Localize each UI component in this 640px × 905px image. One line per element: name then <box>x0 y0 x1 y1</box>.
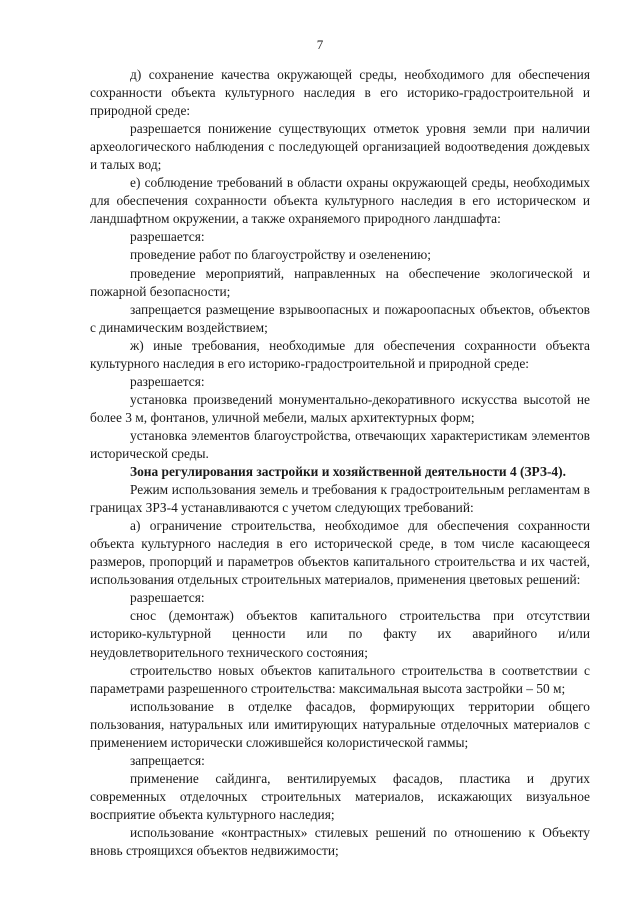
paragraph-list-item: проведение работ по благоустройству и озеленению; <box>130 247 431 263</box>
paragraph-list-item: установка элементов благоустройства, отвечающих характеристикам элементов исторической среды. <box>90 427 590 461</box>
paragraph-list-item: снос (демонтаж) объектов капитального строительства при отсутствии историко-культурной ценности или по факту их аварийного и/или неудовлетворительного технического состояния; <box>90 608 590 660</box>
paragraph-prohibition: запрещается размещение взрывоопасных и пожароопасных объектов, объектов с динамическим воздействием; <box>90 301 590 335</box>
paragraph-list-item: использование в отделке фасадов, формирующих территории общего пользования, натуральных или имитирующих натуральные отделочных материалов с применением исторически сложившейся колористической гаммы; <box>90 698 590 750</box>
paragraph-allowed-label: разрешается: <box>130 590 205 606</box>
paragraph-regime-intro: Режим использования земель и требования к градостроительным регламентам в границах ЗРЗ-4 устанавливаются с учетом следующих требований: <box>90 482 590 516</box>
document-body <box>90 66 590 860</box>
paragraph-list-item: применение сайдинга, вентилируемых фасадов, пластика и других современных отделочных строительных материалов, искажающих визуальное восприятие объекта культурного наследия; <box>90 770 590 822</box>
paragraph-prohibited-label: запрещается: <box>130 752 205 768</box>
paragraph-allowed-label: разрешается: <box>130 229 205 245</box>
paragraph-list-item: проведение мероприятий, направленных на обеспечение экологической и пожарной безопасности; <box>90 265 590 299</box>
paragraph-list-item: использование «контрастных» стилевых решений по отношению к Объекту вновь строящихся объектов недвижимости; <box>90 824 590 859</box>
paragraph-permission: разрешается понижение существующих отметок уровня земли при наличии археологического наблюдения с последующей организацией водоотведения дождевых и талых вод; <box>90 121 590 173</box>
paragraph-item-e: е) соблюдение требований в области охраны окружающей среды, необходимых для обеспечения сохранности объекта культурного наследия в его историческом и ландшафтном окружении, а также охраняемого природного ландшафта: <box>90 175 590 227</box>
page-number: 7 <box>316 37 324 52</box>
paragraph-item-zh: ж) иные требования, необходимые для обеспечения сохранности объекта культурного наследия в его историко-градостроительной и природной среде: <box>90 337 590 371</box>
paragraph-item-a: а) ограничение строительства, необходимое для обеспечения сохранности объекта культурного наследия в его исторической среде, в том числе касающееся размеров, пропорций и параметров объектов капитального строительства и их частей, использования отдельных строительных материалов, применения цветовых решений: <box>90 518 590 588</box>
section-heading: Зона регулирования застройки и хозяйственной деятельности 4 (ЗРЗ-4). <box>130 464 566 480</box>
paragraph-list-item: строительство новых объектов капитального строительства в соответствии с параметрами разрешенного строительства: максимальная высота застройки – 50 м; <box>90 662 590 696</box>
paragraph-item-d: д) сохранение качества окружающей среды, необходимого для обеспечения сохранности объекта культурного наследия в его историко-градостроительной и природной среде: <box>90 67 590 119</box>
paragraph-list-item: установка произведений монументально-декоративного искусства высотой не более 3 м, фонтанов, уличной мебели, малых архитектурных форм; <box>90 391 590 425</box>
paragraph-allowed-label: разрешается: <box>130 373 205 389</box>
